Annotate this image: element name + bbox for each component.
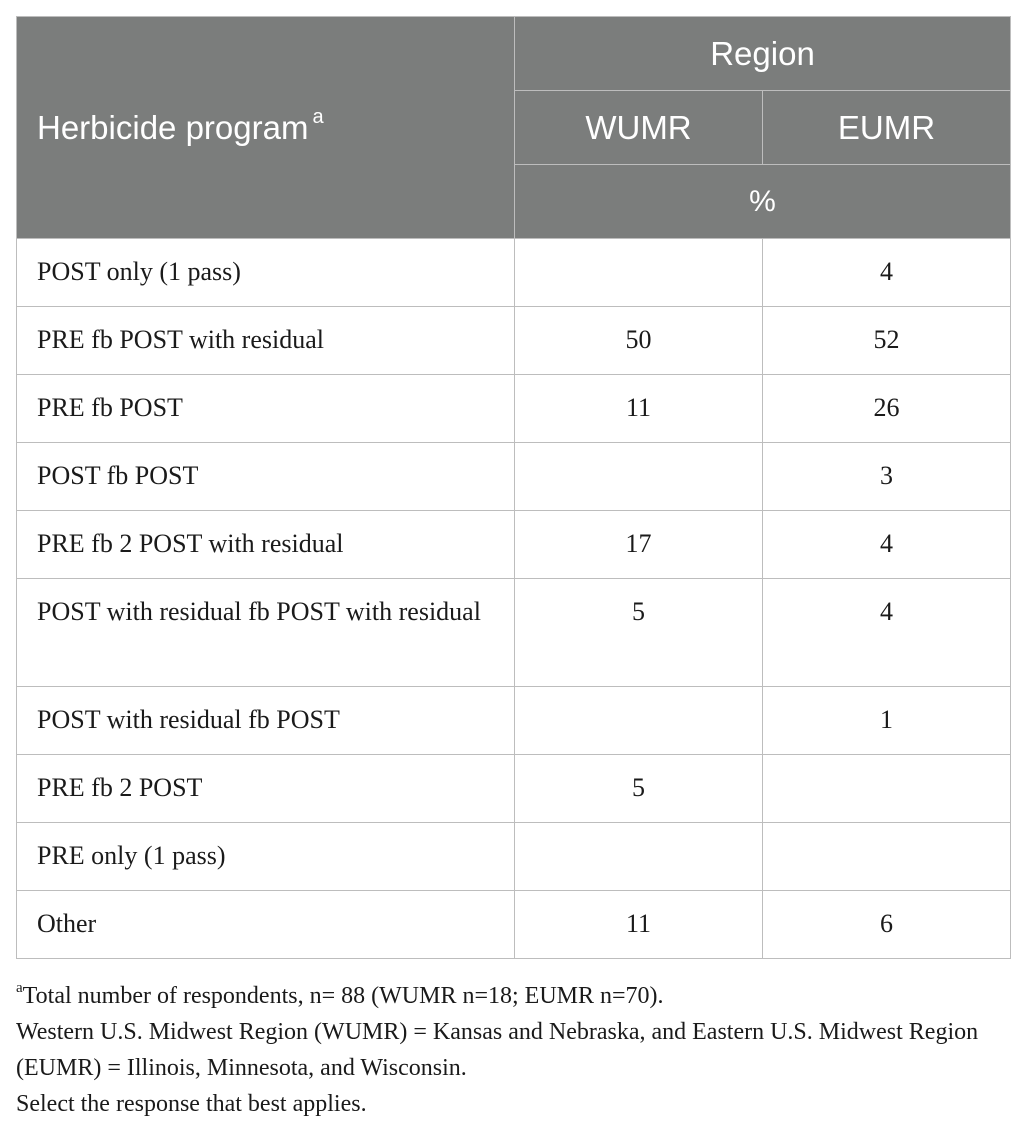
eumr-cell: 1 (763, 687, 1011, 755)
eumr-cell: 4 (763, 511, 1011, 579)
program-cell: PRE fb 2 POST with residual (17, 511, 515, 579)
table-row (17, 687, 1011, 755)
wumr-cell: 11 (515, 891, 763, 959)
wumr-cell (515, 239, 763, 307)
wumr-cell: 5 (515, 755, 763, 823)
table-footnotes (16, 972, 1012, 1122)
wumr-cell: 11 (515, 375, 763, 443)
wumr-cell (515, 687, 763, 755)
eumr-cell: 4 (763, 579, 1011, 687)
footnote-marker: a (16, 980, 23, 996)
column-header-herbicide-program (17, 17, 515, 239)
wumr-cell: 50 (515, 307, 763, 375)
eumr-cell (763, 823, 1011, 891)
eumr-cell: 3 (763, 443, 1011, 511)
eumr-cell: 26 (763, 375, 1011, 443)
footnote-respondents-text: Total number of respondents, n= 88 (WUMR n=18; EUMR n=70). (22, 983, 664, 1009)
footnote-regions: Western U.S. Midwest Region (WUMR) = Kansas and Nebraska, and Eastern U.S. Midwest Region (EUMR) = Illinois, Minnesota, and Wisconsin. (16, 1019, 979, 1081)
table-row (17, 239, 1011, 307)
wumr-cell (515, 823, 763, 891)
eumr-cell: 52 (763, 307, 1011, 375)
program-cell: PRE fb 2 POST (17, 755, 515, 823)
table-row (17, 755, 1011, 823)
column-header-region: Region (515, 17, 1011, 91)
footnote-marker: a (312, 105, 324, 128)
wumr-cell: 5 (515, 579, 763, 687)
table-row (17, 511, 1011, 579)
program-cell: POST fb POST (17, 443, 515, 511)
table-row (17, 375, 1011, 443)
program-cell: PRE only (1 pass) (17, 823, 515, 891)
herbicide-program-table (16, 16, 1011, 959)
eumr-cell (763, 755, 1011, 823)
column-header-unit: % (515, 165, 1011, 239)
table-row (17, 443, 1011, 511)
table-row (17, 891, 1011, 959)
column-header-wumr: WUMR (515, 91, 763, 165)
footnote-instruction: Select the response that best applies. (16, 1091, 367, 1117)
wumr-cell (515, 443, 763, 511)
column-header-eumr: EUMR (763, 91, 1011, 165)
program-cell: PRE fb POST (17, 375, 515, 443)
program-cell: Other (17, 891, 515, 959)
wumr-cell: 17 (515, 511, 763, 579)
table-body (17, 239, 1011, 959)
table-header (17, 17, 1011, 239)
table-row (17, 823, 1011, 891)
eumr-cell: 6 (763, 891, 1011, 959)
program-cell: POST with residual fb POST with residual (17, 579, 515, 687)
eumr-cell: 4 (763, 239, 1011, 307)
table-row (17, 307, 1011, 375)
program-cell: PRE fb POST with residual (17, 307, 515, 375)
program-header-label: Herbicide program (37, 108, 309, 146)
table-row (17, 579, 1011, 687)
program-cell: POST with residual fb POST (17, 687, 515, 755)
program-cell: POST only (1 pass) (17, 239, 515, 307)
footnote-respondents (16, 972, 1012, 1014)
